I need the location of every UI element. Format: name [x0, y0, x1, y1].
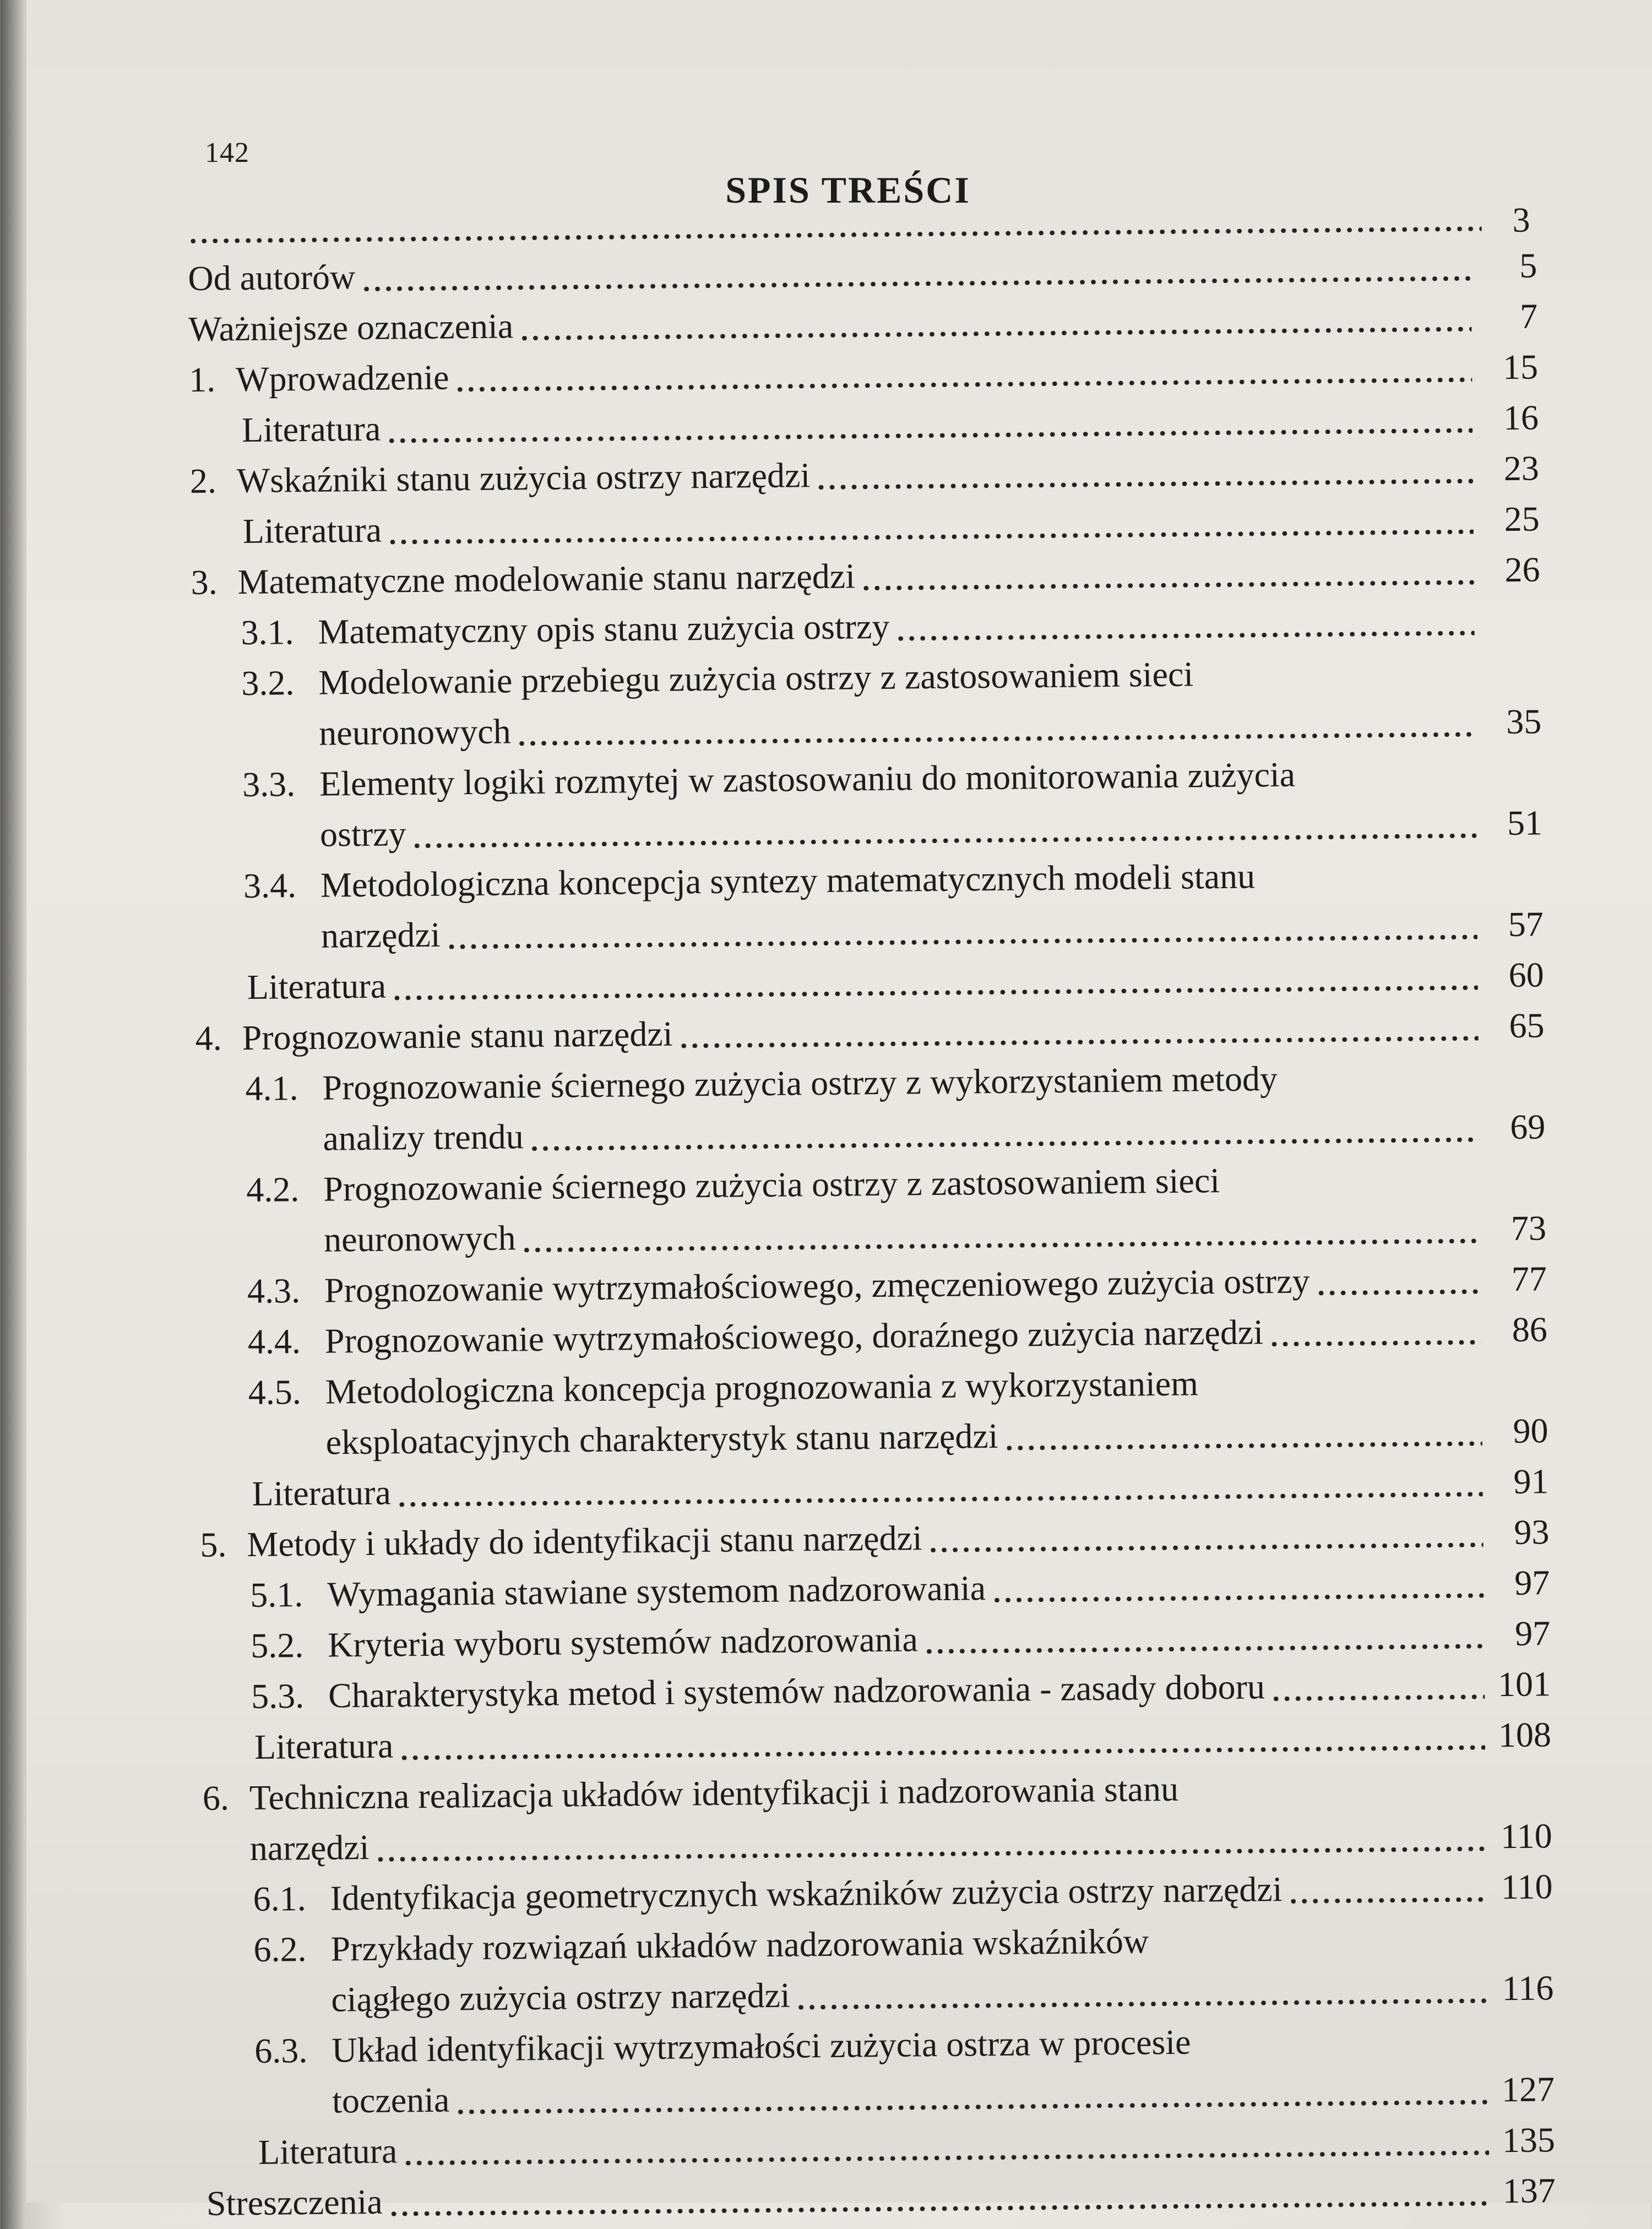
toc-page: 3	[1512, 200, 1530, 240]
dot-leader	[412, 834, 1477, 849]
toc-number: 4.5.	[248, 1372, 302, 1412]
toc-page: 91	[1513, 1461, 1549, 1501]
toc-label: Charakterystyka metod i systemów nadzorowania - zasady doboru	[328, 1667, 1265, 1715]
toc-number: 3.2.	[241, 663, 295, 703]
toc-number: 4.1.	[245, 1068, 298, 1108]
toc-label-line1: Elementy logiki rozmytej w zastosowaniu do monitorowania zużycia	[319, 754, 1296, 803]
toc-entry-section-6-3	[205, 2013, 1561, 2128]
toc-label: Prognozowanie stanu narzędzi	[242, 1014, 673, 1058]
toc-page: 86	[1512, 1309, 1548, 1349]
dot-leader	[361, 276, 1471, 291]
toc-page: 108	[1498, 1715, 1552, 1755]
toc-label: ostrzy	[319, 814, 406, 854]
dot-leader	[796, 1998, 1488, 2009]
toc-page: 97	[1514, 1563, 1550, 1602]
dot-leader	[403, 2150, 1490, 2165]
toc-number: 5.1.	[250, 1575, 303, 1615]
toc-label: narzędzi	[320, 915, 441, 955]
toc-page: 110	[1501, 1867, 1553, 1907]
dot-leader	[399, 1746, 1485, 1760]
toc-label: Literatura	[254, 1726, 394, 1766]
toc-label-line1: Metodologiczna koncepcja prognozowania z wykorzystaniem	[325, 1363, 1199, 1411]
toc-page: 15	[1502, 347, 1539, 387]
toc-number: 3.4.	[243, 866, 297, 906]
toc-entry-section-4-2	[197, 1152, 1552, 1266]
toc-page: 135	[1502, 2120, 1556, 2160]
toc-entry-section-6-2	[204, 1912, 1559, 2026]
toc-entry-section-3-2	[192, 645, 1547, 760]
dot-leader	[861, 580, 1474, 591]
toc-label: Matematyczne modelowanie stanu narzędzi	[237, 556, 856, 602]
toc-page: 23	[1503, 448, 1540, 488]
dot-leader	[928, 1543, 1483, 1553]
toc-page: 90	[1513, 1411, 1548, 1450]
page-number: 142	[205, 137, 249, 168]
toc-label-line1: Metodologiczna koncepcja syntezy matematycznych modeli stanu	[320, 856, 1256, 905]
toc-label: neuronowych	[323, 1218, 516, 1259]
toc-entry-section-4-5	[198, 1355, 1554, 1469]
toc-label: Kryteria wyboru systemów nadzorowania	[327, 1619, 919, 1665]
toc-number: 3.1.	[241, 612, 294, 653]
toc-label: Literatura	[247, 966, 387, 1007]
toc-number: 3.	[191, 562, 218, 602]
toc-number: 5.2.	[250, 1625, 304, 1666]
toc-label: Literatura	[242, 510, 382, 551]
toc-label: Literatura	[258, 2131, 398, 2172]
toc-label-line1: Techniczna realizacja układów identyfikacji i nadzorowania stanu	[249, 1769, 1179, 1818]
toc-label-line1: Układ identyfikacji wytrzymałości zużycia ostrza w procesie	[331, 2022, 1191, 2070]
dot-leader	[188, 226, 1482, 243]
dot-leader	[517, 732, 1476, 746]
toc-number: 6.	[202, 1778, 230, 1818]
toc-label: Literatura	[252, 1472, 392, 1513]
dot-leader	[386, 428, 1472, 443]
toc-page: 16	[1503, 398, 1539, 438]
toc-label: Wprowadzenie	[235, 357, 449, 399]
dot-leader	[1288, 1897, 1487, 1903]
toc-label-line1: Prognozowanie ściernego zużycia ostrzy z wykorzystaniem metody	[322, 1059, 1278, 1107]
dot-leader	[392, 986, 1478, 1001]
toc-entry-section-4-1	[195, 1051, 1551, 1165]
toc-number: 6.3.	[254, 2031, 308, 2070]
toc-label: Matematyczny opis stanu zużycia ostrzy	[318, 606, 890, 651]
toc-page: 7	[1519, 296, 1538, 336]
dot-leader	[396, 1492, 1483, 1507]
toc-number: 6.2.	[253, 1929, 307, 1969]
toc-label: Identyfikacja geometrycznych wskaźników zużycia ostrzy narzędzi	[330, 1869, 1283, 1918]
toc-page: 93	[1514, 1512, 1550, 1552]
toc-number: 3.3.	[242, 764, 296, 804]
toc-page: 5	[1519, 246, 1537, 285]
toc-label: Od autorów	[188, 257, 356, 298]
dot-leader	[1269, 1340, 1481, 1347]
toc-number: 5.3.	[251, 1676, 305, 1716]
toc-page: 97	[1514, 1613, 1551, 1653]
toc-page: 69	[1509, 1107, 1546, 1147]
toc-page: 51	[1507, 803, 1543, 843]
dot-leader	[923, 1644, 1484, 1654]
toc-label: Metody i układy do identyfikacji stanu narzędzi	[247, 1518, 923, 1564]
toc-label: Ważniejsze oznaczenia	[188, 306, 514, 349]
toc-number: 5.	[200, 1525, 227, 1564]
table-of-contents	[187, 185, 1561, 2228]
toc-number: 4.4.	[247, 1322, 301, 1362]
toc-label: Wymagania stawiane systemom nadzorowania	[327, 1568, 986, 1614]
toc-number: 2.	[189, 461, 217, 501]
toc-title: SPIS TREŚCI	[725, 169, 971, 211]
toc-page: 116	[1502, 1968, 1554, 2008]
toc-page: 60	[1508, 955, 1544, 995]
toc-number: 1.	[188, 360, 216, 399]
toc-label: Wskaźniki stanu zużycia ostrzy narzędzi	[236, 455, 811, 501]
toc-label: toczenia	[332, 2080, 450, 2121]
dot-leader	[1316, 1290, 1481, 1296]
toc-label: Prognozowanie wytrzymałościowego, doraźnego zużycia narzędzi	[324, 1312, 1264, 1361]
dot-leader	[895, 631, 1475, 641]
toc-number: 4.2.	[246, 1170, 300, 1210]
dot-leader	[521, 1239, 1481, 1253]
dot-leader	[455, 2100, 1489, 2114]
toc-label: Literatura	[241, 409, 381, 450]
toc-page: 25	[1504, 499, 1540, 539]
toc-page: 35	[1506, 702, 1542, 742]
toc-label: narzędzi	[249, 1827, 369, 1868]
dot-leader	[529, 1138, 1480, 1151]
toc-page: 77	[1511, 1259, 1547, 1299]
toc-label-line1: Prognozowanie ściernego zużycia ostrzy z zastosowaniem sieci	[323, 1161, 1220, 1209]
toc-page: 110	[1500, 1816, 1553, 1856]
dot-leader	[816, 479, 1473, 490]
toc-number: 4.	[195, 1018, 222, 1058]
toc-number: 4.3.	[247, 1271, 301, 1311]
toc-label: Streszczenia	[206, 2182, 383, 2223]
toc-number: 6.1.	[253, 1879, 306, 1918]
toc-page: 73	[1510, 1208, 1547, 1248]
dot-leader	[519, 327, 1471, 341]
toc-page: 127	[1501, 2069, 1555, 2110]
toc-page: 137	[1502, 2171, 1556, 2211]
dot-leader	[387, 530, 1474, 545]
toc-label-line1: Modelowanie przebiegu zużycia ostrzy z zastosowaniem sieci	[318, 654, 1194, 702]
toc-label: ciągłego zużycia ostrzy narzędzi	[331, 1975, 791, 2019]
dot-leader	[1004, 1442, 1482, 1450]
toc-label: analizy trendu	[323, 1117, 524, 1158]
dot-leader	[991, 1594, 1483, 1603]
toc-label: neuronowych	[318, 711, 512, 753]
dot-leader	[455, 378, 1472, 392]
toc-entry-section-3-4	[194, 848, 1550, 963]
toc-label-line1: Przykłady rozwiązań układów nadzorowania wskaźników	[330, 1921, 1149, 1969]
toc-page: 65	[1509, 1005, 1545, 1046]
dot-leader	[388, 2201, 1490, 2216]
dot-leader	[375, 1846, 1486, 1861]
toc-page: 101	[1497, 1664, 1551, 1704]
toc-entry-chapter-6	[202, 1760, 1558, 1874]
dot-leader	[1270, 1695, 1485, 1701]
toc-label: eksploatacyjnych charakterystyk stanu narzędzi	[325, 1416, 998, 1462]
toc-label: Prognozowanie wytrzymałościowego, zmęczeniowego zużycia ostrzy	[324, 1261, 1310, 1310]
dot-leader	[446, 935, 1477, 949]
toc-page: 26	[1504, 550, 1540, 590]
toc-entry-section-3-3	[193, 747, 1548, 861]
dot-leader	[678, 1036, 1479, 1048]
toc-page: 57	[1508, 904, 1544, 944]
